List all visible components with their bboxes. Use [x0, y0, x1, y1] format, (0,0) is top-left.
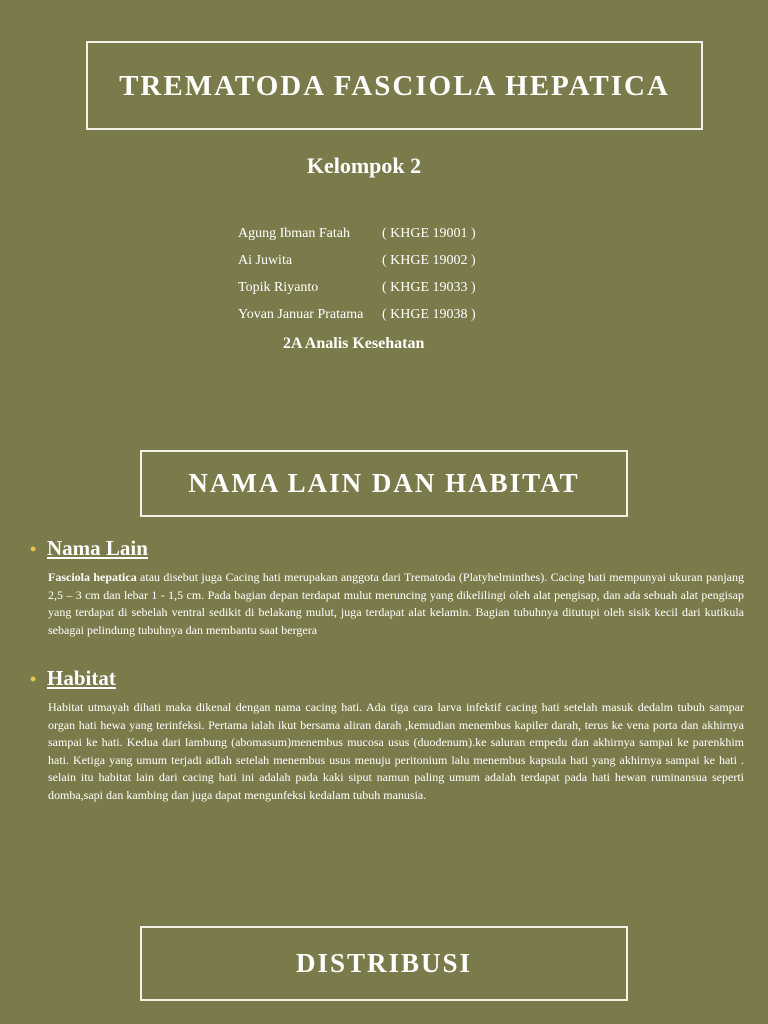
- bullet-icon: •: [30, 669, 37, 689]
- habitat-paragraph: [48, 699, 744, 805]
- member-nim: ( KHGE 19038 ): [382, 307, 476, 322]
- habitat-text: Habitat utmayah dihati maka dikenal dengan nama cacing hati. Ada tiga cara larva infektif cacing hati setelah masuk dedalm tubuh sampar organ hati hewa yang terinfeksi. Pertama ialah ikut bersama aliran darah ,kemudian menembus kapiler darah, terus ke vena porta dan akhirnya sampai ke hati. Kedua dari lambung (abomasum)menembus mucosa usus (duodenum).ke saluran empedu dan akhirnya sampai ke parenkhim hati. Ketiga yang umum terjadi adlah setelah menembus usus menuju peritonium lalu menembus kapsula hati yang akhirnya sampai ke hati . selain itu habitat lain dari cacing hati ini adalah pada kaki siput namun paling umum adalah terdapat pada hati hewan ruminansua seperti domba,sapi dan kambing dan juga dapat mengunfeksi kedalam tubuh manusia.: [48, 700, 744, 802]
- member-row: [238, 251, 476, 278]
- nama-lain-text: atau disebut juga Cacing hati merupakan anggota dari Trematoda (Platyhelminthes). Cacing hati mempunyai ukuran panjang 2,5 – 3 cm dan lebar 1 - 1,5 cm. Pada bagian depan terdapat mulut meruncing yang dikelilingi oleh alat pengisap, dan ada sebuah alat pengisap yang terdapat di sebelah ventral sedikit di belakang mulut, juga terdapat alat kelamin. Bagian tubuhnya ditutupi oleh sisik kecil dari kutikula sebagai pelindung tubuhnya dan membantu saat bergera: [48, 570, 744, 637]
- habitat-heading: [30, 666, 116, 691]
- nama-lain-heading-text: Nama Lain: [47, 536, 148, 560]
- slide-title-box: [86, 41, 703, 130]
- member-row: [238, 305, 476, 332]
- member-name: Agung Ibman Fatah: [238, 226, 350, 241]
- member-name: Yovan Januar Pratama: [238, 307, 364, 322]
- member-nim: ( KHGE 19001 ): [382, 226, 476, 241]
- member-nim: ( KHGE 19033 ): [382, 280, 476, 295]
- distribusi-title: DISTRIBUSI: [295, 948, 473, 978]
- member-row: [238, 224, 476, 251]
- nama-lain-paragraph: [48, 569, 744, 639]
- member-nim: ( KHGE 19002 ): [382, 253, 476, 268]
- bold-term: Fasciola hepatica: [48, 570, 137, 584]
- member-name: Topik Riyanto: [238, 280, 319, 295]
- member-name: Ai Juwita: [238, 253, 293, 268]
- slide-title: TREMATODA FASCIOLA HEPATICA: [119, 69, 670, 102]
- section-title: NAMA LAIN DAN HABITAT: [188, 468, 580, 498]
- member-row: [238, 278, 476, 305]
- habitat-heading-text: Habitat: [47, 666, 116, 690]
- class-label: 2A Analis Kesehatan: [283, 335, 425, 352]
- nama-lain-heading: [30, 536, 148, 561]
- bullet-icon: •: [30, 539, 37, 559]
- group-label: Kelompok 2: [306, 153, 422, 178]
- member-list: [238, 224, 476, 332]
- section-title-box: [140, 450, 628, 517]
- distribusi-title-box: [140, 926, 628, 1001]
